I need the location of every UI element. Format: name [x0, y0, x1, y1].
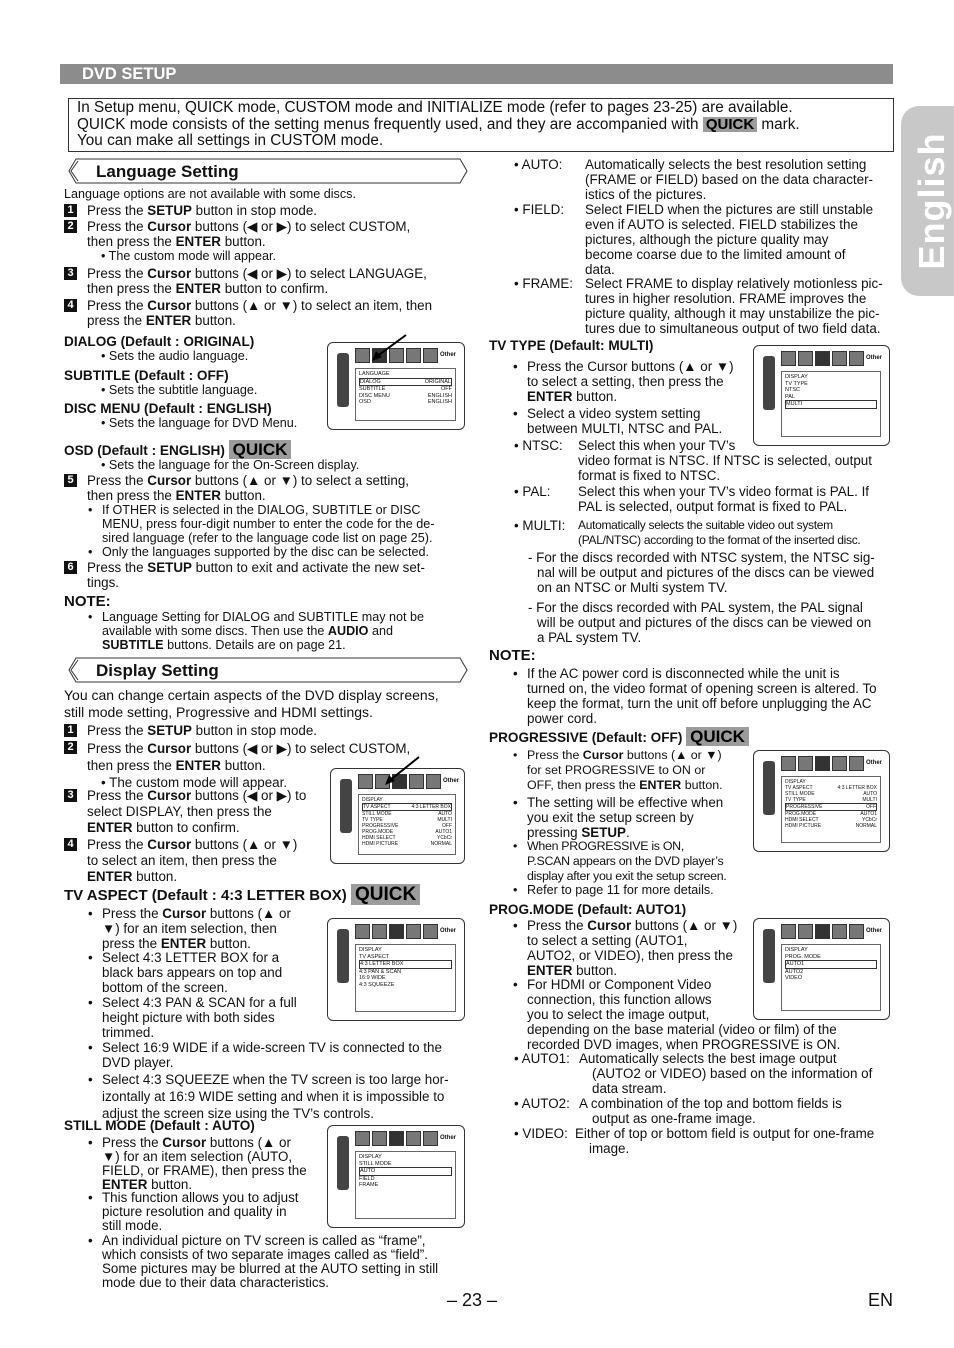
audio-icon [406, 1131, 421, 1146]
parental-icon [423, 348, 438, 363]
audio-icon [832, 756, 847, 771]
display-icon [815, 756, 830, 771]
prog-mode-thumbnail [753, 918, 890, 1020]
audio-icon [406, 924, 421, 939]
language-note: • Language Setting for DIALOG and SUBTITLE may not be available with some discs. Then use the AUDIO and SUBTITLE buttons. Details are on page 21. [88, 610, 468, 652]
language-setting-header [64, 158, 468, 184]
remote-icon [763, 761, 775, 815]
display-icon [389, 1131, 404, 1146]
quick-icon [781, 924, 796, 939]
quick-badge: QUICK [351, 884, 420, 905]
osd-heading: OSD (Default : ENGLISH) QUICK [64, 440, 291, 459]
discmenu-sub: • Sets the language for DVD Menu. [101, 416, 298, 430]
lang-step-3: 3 Press the Cursor buttons (◀ or ▶) to select LANGUAGE, then press the ENTER button to confirm. [64, 266, 469, 296]
progressive-thumbnail [753, 750, 890, 852]
other-label: Other [440, 352, 457, 358]
tv-aspect-bullet-4: • Select 16:9 WIDE if a wide-screen TV is connected to the DVD player. [88, 1040, 473, 1070]
language-code: EN [868, 1290, 894, 1310]
progressive-bullet-4: • Refer to page 11 for more details. [513, 883, 753, 898]
still-auto-desc: • AUTO: Automatically selects the best resolution setting (FRAME or FIELD) based on the data character- istics of the pictures. [514, 157, 874, 202]
auto1-desc: • AUTO1: Automatically selects the best image output (AUTO2 or VIDEO) based on the information of data stream. [514, 1051, 873, 1096]
disp-step-1: 1 Press the SETUP button in stop mode. [64, 723, 464, 738]
display-icon [815, 351, 830, 366]
section-bar-title: DVD SETUP [82, 65, 177, 83]
language-icon [798, 756, 813, 771]
progressive-bullet-3: • When PROGRESSIVE is ON, P.SCAN appears on the DVD player’s display after you exit the setup screen. [513, 839, 753, 884]
intro-line-1: In Setup menu, QUICK mode, CUSTOM mode and INITIALIZE mode (refer to pages 23-25) are available. [77, 99, 793, 116]
parental-icon [423, 1131, 438, 1146]
parental-icon [423, 924, 438, 939]
other-label: Other [866, 760, 883, 766]
page-number: – 23 – [447, 1290, 498, 1310]
quick-icon [358, 774, 373, 789]
prog-mode-bullet-2: • For HDMI or Component Video connection, this function allows you to select the image output, depending on the base material (video or film) of the recorded DVD images, when PROGRESSIVE is ON. [513, 977, 893, 1052]
intro-box [68, 98, 894, 152]
language-side-tab [901, 106, 954, 296]
disp-step-4: 4 Press the Cursor buttons (▲ or ▼) to select an item, then press the ENTER button. [64, 837, 329, 885]
still-mode-heading: STILL MODE (Default : AUTO) [64, 1118, 255, 1133]
disp-step-3: 3 Press the Cursor buttons (◀ or ▶) to select DISPLAY, then press the ENTER button to confirm. [64, 788, 329, 836]
quick-badge: QUICK [229, 440, 292, 459]
tv-aspect-thumbnail [327, 918, 465, 1021]
language-menu-thumbnail [327, 342, 465, 430]
thumb-screen: LANGUAGE DIALOG ORIGINAL SUBTITLE OFF DISC MENU ENGLISH OSD ENGLISH [355, 368, 456, 421]
lang-step-4: 4 Press the Cursor buttons (▲ or ▼) to select an item, then press the ENTER button. [64, 298, 469, 328]
step5-bullet-1: • If OTHER is selected in the DIALOG, SUBTITLE or DISC MENU, press four-digit number to enter the code for the de- sired language (refer to the language code list on page 25). [88, 503, 473, 545]
thumb-screen: DISPLAY TV TYPE NTSC PAL MULTI [781, 371, 881, 437]
tv-type-bullet-1: • Press the Cursor buttons (▲ or ▼) to select a setting, then press the ENTER button. [513, 359, 753, 404]
dialog-heading: DIALOG (Default : ORIGINAL) [64, 334, 255, 349]
menu-icons [781, 924, 882, 942]
quick-icon [355, 1131, 370, 1146]
pal-dash-note: - For the discs recorded with PAL system, the PAL signal will be output and pictures of the discs can be viewed on a PAL system TV. [528, 600, 872, 645]
lang-step-5: 5 Press the Cursor buttons (▲ or ▼) to select a setting, then press the ENTER button. [64, 473, 469, 503]
still-mode-thumbnail [327, 1125, 465, 1228]
power-cord-note: • If the AC power cord is disconnected while the unit is turned on, the video format of opening screen is altered. To keep the format, turn the unit off before unplugging the AC power cord. [513, 666, 893, 726]
pal-desc: • PAL: Select this when your TV’s video format is PAL. If PAL is selected, output format is fixed to PAL. [514, 484, 870, 514]
progressive-bullet-1: • Press the Cursor buttons (▲ or ▼) for set PROGRESSIVE to ON or OFF, then press the ENTER button. [513, 748, 753, 793]
language-setting-title: Language Setting [96, 162, 239, 181]
menu-icons [355, 924, 456, 942]
note-label-right: NOTE: [489, 647, 536, 664]
still-mode-bullet-1: • Press the Cursor buttons (▲ or ▼) for an item selection (AUTO, FIELD, or FRAME), then press the ENTER button. [88, 1136, 328, 1192]
remote-icon [337, 353, 349, 407]
display-setting-title: Display Setting [96, 661, 219, 680]
remote-icon [763, 356, 775, 410]
auto2-desc: • AUTO2: A combination of the top and bottom fields is output as one-frame image. [514, 1096, 842, 1126]
thumb-screen: DISPLAY PROG. MODE AUTO1 AUTO2 VIDEO [781, 944, 881, 1011]
parental-icon [849, 351, 864, 366]
intro-line-3: You can make all settings in CUSTOM mode. [77, 132, 384, 149]
subtitle-sub: • Sets the subtitle language. [101, 383, 258, 397]
thumb-screen: DISPLAY TV ASPECT 4:3 LETTER BOX STILL MODE AUTO TV TYPE MULTI PROGRESSIVE OFF PROG.MODE AUTO1 HDMI SELECT YCbCr HDMI PICTURE NORMAL [781, 776, 881, 843]
lang-step-6: 6 Press the SETUP button to exit and activate the new set- tings. [64, 560, 469, 590]
step5-bullet-2: • Only the languages supported by the disc can be selected. [88, 545, 473, 560]
parental-icon [849, 756, 864, 771]
audio-icon [832, 351, 847, 366]
other-label: Other [443, 778, 460, 784]
still-mode-bullet-2: • This function allows you to adjust picture resolution and quality in still mode. [88, 1191, 328, 1233]
thumb-screen: DISPLAY TV ASPECT 4:3 LETTER BOX 4:3 PAN & SCAN 16:9 WIDE 4:3 SQUEEZE [355, 944, 456, 1012]
dialog-sub: • Sets the audio language. [101, 349, 249, 363]
multi-desc: • MULTI: Automatically selects the suitable video out system (PAL/NTSC) according to the format of the inserted disc. [514, 518, 861, 547]
remote-icon [337, 1136, 349, 1190]
subtitle-heading: SUBTITLE (Default : OFF) [64, 368, 229, 383]
ntsc-desc: • NTSC: Select this when your TV’s video format is NTSC. If NTSC is selected, output format is fixed to NTSC. [514, 438, 872, 483]
display-setting-header [64, 657, 468, 683]
discmenu-heading: DISC MENU (Default : ENGLISH) [64, 401, 272, 416]
intro-line-2: QUICK mode consists of the setting menus frequently used, and they are accompanied with QUICK mark. [77, 115, 800, 133]
tv-type-thumbnail [753, 345, 890, 446]
quick-badge: QUICK [703, 117, 757, 132]
note-label: NOTE: [64, 593, 111, 610]
prog-mode-bullet-1: • Press the Cursor buttons (▲ or ▼) to select a setting (AUTO1, AUTO2, or VIDEO), then press the ENTER button. [513, 918, 753, 978]
other-label: Other [866, 355, 883, 361]
tv-aspect-bullet-3: • Select 4:3 PAN & SCAN for a full height picture with both sides trimmed. [88, 995, 328, 1040]
language-icon [798, 351, 813, 366]
section-bar [60, 64, 893, 84]
lang-step-2: 2 Press the Cursor buttons (◀ or ▶) to select CUSTOM, then press the ENTER button. • The custom mode will appear. [64, 219, 464, 264]
display-intro: You can change certain aspects of the DVD display screens, still mode setting, Progressive and HDMI settings. [64, 687, 439, 720]
prog-mode-heading: PROG.MODE (Default: AUTO1) [489, 902, 687, 917]
remote-icon [337, 929, 349, 983]
tv-aspect-heading: TV ASPECT (Default : 4:3 LETTER BOX) QUICK [64, 884, 420, 906]
display-icon [389, 924, 404, 939]
quick-icon [781, 756, 796, 771]
language-icon [372, 1131, 387, 1146]
menu-icons [355, 1131, 456, 1149]
progressive-bullet-2: • The setting will be effective when you exit the setup screen by pressing SETUP. [513, 795, 753, 840]
thumb-screen: DISPLAY STILL MODE AUTO FIELD FRAME [355, 1151, 456, 1219]
language-icon [372, 924, 387, 939]
display-icon [815, 924, 830, 939]
parental-icon [426, 774, 441, 789]
disp-step-2: 2 Press the Cursor buttons (◀ or ▶) to select CUSTOM, then press the ENTER button. • The custom mode will appear. [64, 740, 464, 791]
other-label: Other [866, 928, 883, 934]
display-menu-thumbnail [330, 768, 465, 864]
tv-aspect-bullet-5: • Select 4:3 SQUEEZE when the TV screen is too large hor- izontally at 16:9 WIDE setting and when it is impossible to adjust the screen size using the TV’s controls. [88, 1071, 473, 1122]
still-field-desc: • FIELD: Select FIELD when the pictures are still unstable even if AUTO is selected. FIELD stabilizes the pictures, although the picture quality may become coarse due to the limited amount of data. [514, 202, 874, 277]
tv-type-bullet-2: • Select a video system setting between MULTI, NTSC and PAL. [513, 406, 753, 436]
other-label: Other [440, 1135, 457, 1141]
menu-icons [781, 756, 882, 774]
side-tab-label: English [911, 132, 952, 270]
pointer-arrow-icon [368, 333, 408, 363]
quick-icon [781, 351, 796, 366]
remote-icon [340, 779, 352, 833]
parental-icon [849, 924, 864, 939]
ntsc-dash-note: - For the discs recorded with NTSC system, the NTSC sig- nal will be output and pictures of the discs can be viewed on an NTSC or Multi system TV. [528, 550, 875, 595]
thumb-screen: DISPLAY TV ASPECT 4:3 LETTER BOX STILL MODE AUTO TV TYPE MULTI PROGRESSIVE OFF PROG.MODE AUTO1 HDMI SELECT YCbCr HDMI PICTURE NORMAL [358, 794, 456, 855]
pointer-arrow-icon [381, 755, 421, 787]
osd-sub: • Sets the language for the On-Screen display. [101, 458, 360, 472]
quick-icon [355, 924, 370, 939]
video-desc: • VIDEO: Either of top or bottom field is output for one-frame image. [514, 1126, 875, 1156]
tv-aspect-bullet-2: • Select 4:3 LETTER BOX for a black bars appears on top and bottom of the screen. [88, 950, 328, 995]
language-icon [798, 924, 813, 939]
lang-step-1: 1 Press the SETUP button in stop mode. [64, 203, 464, 218]
tv-type-heading: TV TYPE (Default: MULTI) [489, 338, 654, 353]
progressive-heading: PROGRESSIVE (Default: OFF) QUICK [489, 727, 749, 746]
still-mode-bullet-3: • An individual picture on TV screen is called as “frame”, which consists of two separate images called as “field”. Some pictures may be blurred at the AUTO setting in still mode due to their data characteristics. [88, 1234, 473, 1290]
other-label: Other [440, 928, 457, 934]
tv-aspect-bullet-1: • Press the Cursor buttons (▲ or ▼) for an item selection, then press the ENTER button. [88, 906, 328, 951]
quick-badge: QUICK [686, 727, 749, 746]
menu-icons [781, 351, 882, 369]
still-frame-desc: • FRAME: Select FRAME to display relatively motionless pic- tures in higher resolution. FRAME improves the picture quality, although it may unstabilize the pic- tures due to simultaneous output of two field data. [514, 276, 883, 336]
audio-icon [832, 924, 847, 939]
audio-icon [406, 348, 421, 363]
language-note-top: Language options are not available with some discs. [64, 187, 356, 201]
remote-icon [763, 929, 775, 983]
